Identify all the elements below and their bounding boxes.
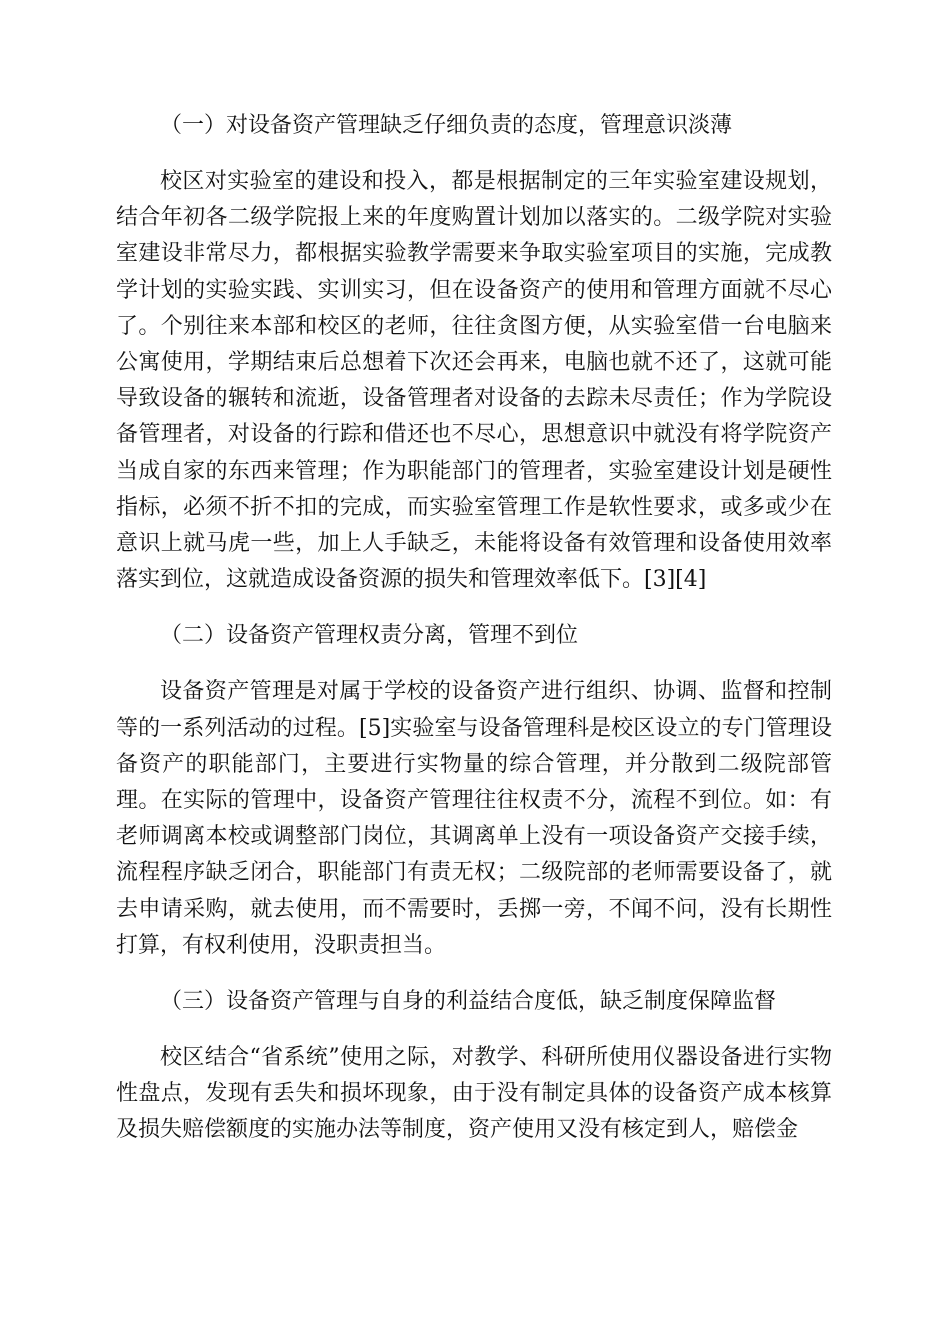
section-heading-2: （二）设备资产管理权责分离，管理不到位 [160,623,579,649]
document-body [116,108,832,1169]
section-heading-3: （三）设备资产管理与自身的利益结合度低，缺乏制度保障监督 [160,989,777,1015]
section-heading-1: （一）对设备资产管理缺乏仔细负责的态度，管理意识淡薄 [160,113,733,138]
section-paragraph-1: 校区对实验室的建设和投入，都是根据制定的三年实验室建设规划，结合年初各二级学院报上来的年度购置计划加以落实的。二级学院对实验室建设非常尽力，都根据实验教学需要来争取实验室项目的实施，完成教学计划的实验实践、实训实习，但在设备资产的使用和管理方面就不尽心了。个别往来本部和校区的老师，往往贪图方便，从实验室借一台电脑来公寓使用，学期结束后总想着下次还会再来，电脑也就不还了，这就可能导致设备的辗转和流逝，设备管理者对设备的去踪未尽责任；作为学院设备管理者，对设备的行踪和借还也不尽心，思想意识中就没有将学院资产当成自家的东西来管理；作为职能部门的管理者，实验室建设计划是硬性指标，必须不折不扣的完成，而实验室管理工作是软性要求，或多或少在意识上就马虎一些，加上人手缺乏，未能将设备有效管理和设备使用效率落实到位，这就造成设备资源的损失和管理效率低下。[3][4] [116,169,832,593]
section-paragraph-2: 设备资产管理是对属于学校的设备资产进行组织、协调、监督和控制等的一系列活动的过程。[5]实验室与设备管理科是校区设立的专门管理设备资产的职能部门，主要进行实物量的综合管理，并分散到二级院部管理。在实际的管理中，设备资产管理往往权责不分，流程不到位。如：有老师调离本校或调整部门岗位，其调离单上没有一项设备资产交接手续，流程程序缺乏闭合，职能部门有责无权；二级院部的老师需要设备了，就去申请采购，就去使用，而不需要时，丢掷一旁，不闻不问，没有长期性打算，有权利使用，没职责担当。 [116,679,832,958]
section-paragraph-3: 校区结合“省系统”使用之际，对教学、科研所使用仪器设备进行实物性盘点，发现有丢失和损坏现象，由于没有制定具体的设备资产成本核算及损失赔偿额度的实施办法等制度，资产使用又没有核定到人，赔偿金 [116,1045,832,1143]
